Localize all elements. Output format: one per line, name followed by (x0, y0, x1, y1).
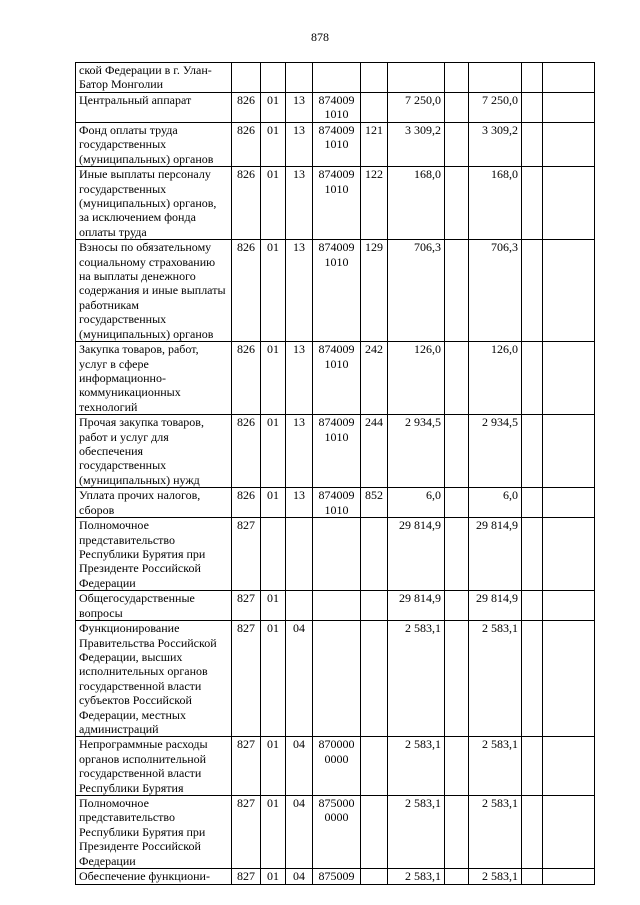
cell-rz: 01 (261, 342, 286, 415)
cell-sum-1: 3 309,2 (388, 123, 445, 167)
cell-csr: 874009 1010 (313, 93, 361, 123)
cell-blank-2 (522, 869, 543, 885)
cell-ved: 826 (232, 342, 261, 415)
cell-blank-1 (445, 796, 469, 869)
cell-blank-3 (543, 167, 595, 240)
cell-sum-2: 29 814,9 (469, 591, 522, 621)
cell-sum-1 (388, 63, 445, 93)
table-row (76, 737, 595, 796)
cell-vr (361, 518, 388, 591)
cell-pr: 04 (286, 796, 313, 869)
table-row (76, 167, 595, 240)
cell-vr (361, 869, 388, 885)
cell-blank-3 (543, 737, 595, 796)
cell-csr: 874009 1010 (313, 415, 361, 488)
cell-sum-1: 2 583,1 (388, 621, 445, 737)
cell-rz: 01 (261, 240, 286, 342)
table-row (76, 63, 595, 93)
table-row (76, 518, 595, 591)
cell-pr: 13 (286, 488, 313, 518)
cell-rz: 01 (261, 167, 286, 240)
cell-csr (313, 591, 361, 621)
cell-pr (286, 63, 313, 93)
cell-blank-3 (543, 796, 595, 869)
cell-blank-2 (522, 240, 543, 342)
cell-vr (361, 621, 388, 737)
cell-blank-1 (445, 93, 469, 123)
cell-blank-1 (445, 737, 469, 796)
table-row (76, 591, 595, 621)
cell-blank-2 (522, 737, 543, 796)
cell-pr: 13 (286, 240, 313, 342)
cell-blank-3 (543, 621, 595, 737)
cell-blank-3 (543, 591, 595, 621)
table-row (76, 415, 595, 488)
cell-name: Центральный аппарат (76, 93, 232, 123)
cell-rz (261, 518, 286, 591)
cell-name: Полномочное представительство Республики Бурятия при Президенте Российской Федерации (76, 518, 232, 591)
cell-csr (313, 518, 361, 591)
cell-pr (286, 591, 313, 621)
cell-blank-2 (522, 342, 543, 415)
cell-sum-1: 2 583,1 (388, 737, 445, 796)
cell-rz: 01 (261, 869, 286, 885)
cell-vr (361, 591, 388, 621)
cell-ved: 826 (232, 240, 261, 342)
cell-sum-1: 2 934,5 (388, 415, 445, 488)
cell-vr: 852 (361, 488, 388, 518)
cell-name: Непрограммные расходы органов исполнительной государственной власти Республики Бурятия (76, 737, 232, 796)
cell-pr: 13 (286, 415, 313, 488)
table-row (76, 240, 595, 342)
cell-pr: 13 (286, 167, 313, 240)
cell-pr: 13 (286, 123, 313, 167)
cell-sum-1: 126,0 (388, 342, 445, 415)
cell-blank-1 (445, 240, 469, 342)
cell-csr: 874009 1010 (313, 167, 361, 240)
cell-blank-2 (522, 415, 543, 488)
cell-sum-2 (469, 63, 522, 93)
cell-csr: 875000 0000 (313, 796, 361, 869)
cell-ved: 826 (232, 488, 261, 518)
cell-vr (361, 63, 388, 93)
table-row (76, 342, 595, 415)
cell-blank-2 (522, 591, 543, 621)
cell-csr (313, 63, 361, 93)
cell-sum-1: 7 250,0 (388, 93, 445, 123)
cell-name: Прочая закупка товаров, работ и услуг для обеспечения государственных (муниципальных) нужд (76, 415, 232, 488)
cell-blank-3 (543, 123, 595, 167)
cell-pr: 04 (286, 621, 313, 737)
cell-rz: 01 (261, 737, 286, 796)
cell-csr (313, 621, 361, 737)
cell-ved: 827 (232, 621, 261, 737)
cell-sum-2: 126,0 (469, 342, 522, 415)
cell-csr: 874009 1010 (313, 488, 361, 518)
cell-pr: 13 (286, 93, 313, 123)
cell-vr (361, 796, 388, 869)
cell-blank-2 (522, 518, 543, 591)
cell-blank-2 (522, 167, 543, 240)
table-row (76, 869, 595, 885)
cell-name: Функционирование Правительства Российской Федерации, высших исполнительных органов государственной власти субъектов Российской Федерации, местных администраций (76, 621, 232, 737)
cell-sum-2: 7 250,0 (469, 93, 522, 123)
budget-table (75, 62, 595, 885)
cell-blank-1 (445, 123, 469, 167)
cell-blank-1 (445, 869, 469, 885)
cell-blank-1 (445, 591, 469, 621)
cell-sum-2: 2 583,1 (469, 796, 522, 869)
cell-blank-3 (543, 342, 595, 415)
cell-sum-2: 2 583,1 (469, 621, 522, 737)
cell-ved: 827 (232, 737, 261, 796)
cell-ved: 826 (232, 415, 261, 488)
cell-blank-3 (543, 415, 595, 488)
cell-blank-1 (445, 518, 469, 591)
cell-ved: 827 (232, 869, 261, 885)
cell-csr: 870000 0000 (313, 737, 361, 796)
cell-vr: 129 (361, 240, 388, 342)
cell-blank-2 (522, 63, 543, 93)
cell-vr: 242 (361, 342, 388, 415)
cell-name: ской Федерации в г. Улан-Батор Монголии (76, 63, 232, 93)
cell-rz (261, 63, 286, 93)
cell-name: Взносы по обязательному социальному страхованию на выплаты денежного содержания и иные выплаты работникам государственных (муниципальных) органов (76, 240, 232, 342)
cell-sum-2: 6,0 (469, 488, 522, 518)
table-body (76, 63, 595, 885)
cell-sum-2: 706,3 (469, 240, 522, 342)
cell-vr: 122 (361, 167, 388, 240)
cell-name: Закупка товаров, работ, услуг в сфере информационно-коммуникационных технологий (76, 342, 232, 415)
cell-sum-2: 3 309,2 (469, 123, 522, 167)
cell-blank-3 (543, 93, 595, 123)
cell-sum-1: 6,0 (388, 488, 445, 518)
cell-blank-3 (543, 488, 595, 518)
cell-ved: 827 (232, 518, 261, 591)
cell-sum-2: 2 583,1 (469, 869, 522, 885)
cell-name: Обеспечение функциони- (76, 869, 232, 885)
cell-rz: 01 (261, 591, 286, 621)
cell-blank-2 (522, 93, 543, 123)
cell-blank-2 (522, 488, 543, 518)
cell-sum-2: 2 583,1 (469, 737, 522, 796)
cell-sum-1: 29 814,9 (388, 518, 445, 591)
cell-vr: 121 (361, 123, 388, 167)
cell-sum-2: 29 814,9 (469, 518, 522, 591)
cell-sum-1: 168,0 (388, 167, 445, 240)
cell-rz: 01 (261, 621, 286, 737)
table-row (76, 488, 595, 518)
cell-name: Уплата прочих налогов, сборов (76, 488, 232, 518)
cell-blank-3 (543, 63, 595, 93)
cell-sum-1: 2 583,1 (388, 869, 445, 885)
table-row (76, 123, 595, 167)
cell-csr: 875009 (313, 869, 361, 885)
table-row (76, 796, 595, 869)
cell-blank-2 (522, 621, 543, 737)
cell-blank-1 (445, 342, 469, 415)
cell-rz: 01 (261, 796, 286, 869)
cell-sum-2: 168,0 (469, 167, 522, 240)
cell-pr (286, 518, 313, 591)
cell-ved: 826 (232, 93, 261, 123)
cell-ved: 826 (232, 167, 261, 240)
cell-blank-1 (445, 63, 469, 93)
cell-name: Иные выплаты персоналу государственных (муниципальных) органов, за исключением фонда оплаты труда (76, 167, 232, 240)
cell-csr: 874009 1010 (313, 240, 361, 342)
cell-rz: 01 (261, 123, 286, 167)
cell-name: Общегосударственные вопросы (76, 591, 232, 621)
cell-ved (232, 63, 261, 93)
table-row (76, 621, 595, 737)
cell-blank-2 (522, 796, 543, 869)
cell-sum-1: 706,3 (388, 240, 445, 342)
cell-vr (361, 93, 388, 123)
table-row (76, 93, 595, 123)
cell-blank-1 (445, 167, 469, 240)
cell-rz: 01 (261, 415, 286, 488)
cell-sum-1: 2 583,1 (388, 796, 445, 869)
cell-blank-1 (445, 415, 469, 488)
cell-blank-1 (445, 621, 469, 737)
cell-pr: 04 (286, 737, 313, 796)
cell-rz: 01 (261, 93, 286, 123)
cell-blank-3 (543, 869, 595, 885)
cell-ved: 826 (232, 123, 261, 167)
cell-name: Полномочное представительство Республики Бурятия при Президенте Российской Федерации (76, 796, 232, 869)
cell-blank-2 (522, 123, 543, 167)
cell-rz: 01 (261, 488, 286, 518)
cell-blank-3 (543, 240, 595, 342)
cell-name: Фонд оплаты труда государственных (муниципальных) органов (76, 123, 232, 167)
cell-blank-1 (445, 488, 469, 518)
page-number: 878 (311, 30, 329, 44)
cell-pr: 04 (286, 869, 313, 885)
cell-pr: 13 (286, 342, 313, 415)
cell-vr (361, 737, 388, 796)
cell-ved: 827 (232, 591, 261, 621)
cell-csr: 874009 1010 (313, 123, 361, 167)
cell-sum-2: 2 934,5 (469, 415, 522, 488)
cell-csr: 874009 1010 (313, 342, 361, 415)
cell-ved: 827 (232, 796, 261, 869)
cell-blank-3 (543, 518, 595, 591)
cell-sum-1: 29 814,9 (388, 591, 445, 621)
cell-vr: 244 (361, 415, 388, 488)
